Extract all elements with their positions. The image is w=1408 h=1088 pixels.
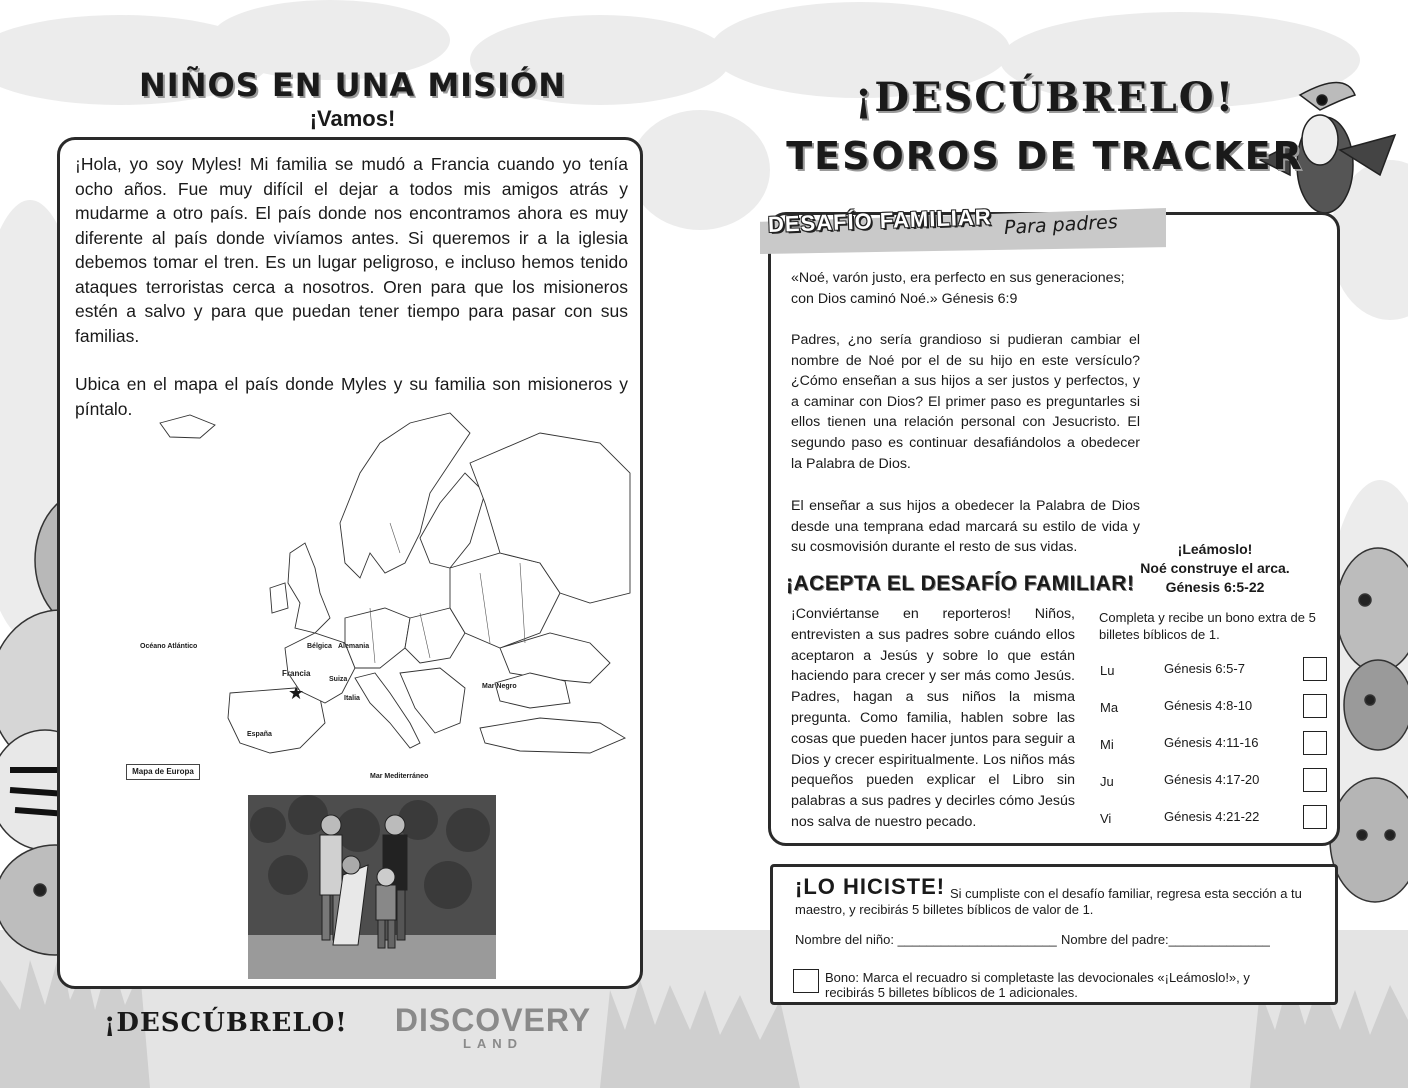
challenge-instructions: ¡Conviértanse en reporteros! Niños, entrevisten a sus padres sobre cuándo ellos aceptaron a Jesús y sobre lo que están haciendo para crecer y ser más como Jesús. Padres, hagan a sus niños la misma pregunta. Como familia, hablen sobre las cosas que pueden hacer juntos para seguir a Dios y crecer espiritualmente. Los niños más pequeños pueden explicar el Libro sin palabras a sus padres y decirles cómo Jesús nos salva de nuestro pecado.	[791, 606, 1075, 830]
reading-checkbox[interactable]	[1303, 731, 1327, 755]
reading-day: Mi	[1100, 737, 1114, 752]
teaching-paragraph: El enseñar a sus hijos a obedecer la Palabra de Dios desde una temprana edad marcará su estilo de vida y su cosmovisión durante el resto de sus vidas.	[791, 498, 1140, 556]
map-label-italy: Italia	[344, 695, 360, 702]
reading-ref: Génesis 4:21-22	[1164, 809, 1260, 824]
mission-story	[75, 152, 628, 445]
complete-bonus-text: Completa y recibe un bono extra de 5 billetes bíblicos de 1.	[1099, 610, 1316, 642]
left-page-subtitle: ¡Vamos!	[309, 106, 396, 131]
map-label-belgium: Bélgica	[307, 643, 332, 650]
tracker-title: TESOROS DE TRACKER	[786, 134, 1304, 178]
descubrelo-title: ¡DESCÚBRELO!	[854, 74, 1236, 121]
map-instructions: Ubica en el mapa el país donde Myles y su familia son misioneros y píntalo.	[75, 374, 628, 419]
read-subtitle: Noé construye el arca.	[1140, 560, 1290, 576]
read-passage: Génesis 6:5-22	[1165, 579, 1265, 595]
discovery-land-sub: LAND	[462, 1036, 524, 1051]
star-icon: ★	[288, 683, 305, 703]
reading-row	[1099, 694, 1329, 720]
bonus-text-2: recibirás 5 billetes bíblicos de 1 adicionales.	[825, 985, 1078, 1000]
challenge-tab-title: DESAFÍO FAMILIAR	[767, 204, 993, 237]
europe-map	[120, 403, 632, 785]
map-label-switzerland: Suiza	[329, 676, 348, 683]
parents-paragraph: Padres, ¿no sería grandioso si pudieran cambiar el nombre de Noé por el de su hijo en este versículo? ¿Cómo enseñan a sus hijos a ser justos y perfectos, y a caminar con Dios? El primer paso es preguntarles si ellos tienen una relación personal con Jesucristo. El segundo paso es continuar desafiándolos a obedecer la Palabra de Dios.	[791, 332, 1140, 472]
challenge-tab-subtitle: Para padres	[1003, 211, 1119, 239]
discovery-land-logo: DISCOVERY	[394, 1002, 592, 1038]
read-title: ¡Leámoslo!	[1177, 541, 1253, 557]
reading-checkbox[interactable]	[1303, 694, 1327, 718]
descubrelo-logo-bottom: ¡DESCÚBRELO!	[104, 1008, 348, 1038]
completion-text-2: maestro, y recibirás 5 billetes bíblicos de valor de 1.	[795, 902, 1094, 917]
map-label-black-sea: Mar Negro	[482, 683, 517, 690]
map-label-spain: España	[247, 731, 272, 738]
reading-day: Ma	[1100, 700, 1119, 715]
reading-checkbox[interactable]	[1303, 768, 1327, 792]
reading-day: Ju	[1100, 774, 1114, 789]
reading-checkbox[interactable]	[1303, 657, 1327, 681]
reading-row	[1099, 768, 1329, 794]
reading-day: Lu	[1100, 663, 1115, 678]
parent-name-field[interactable]: Nombre del padre:______________	[1061, 932, 1270, 947]
family-photo	[248, 795, 496, 979]
reading-checkbox[interactable]	[1303, 805, 1327, 829]
completion-title: ¡LO HICISTE!	[795, 874, 946, 899]
read-reference	[1100, 540, 1330, 597]
map-label-germany: Alemania	[338, 643, 370, 650]
bonus-checkbox[interactable]	[793, 969, 819, 993]
completion-text-1: Si cumpliste con el desafío familiar, regresa esta sección a tu	[950, 886, 1302, 901]
bible-verse: «Noé, varón justo, era perfecto en sus generaciones; con Dios caminó Noé.» Génesis 6:9	[791, 270, 1125, 307]
accept-challenge-title: ¡ACEPTA EL DESAFÍO FAMILIAR!	[786, 572, 1135, 595]
map-title: Mapa de Europa	[126, 764, 200, 780]
reading-ref: Génesis 6:5-7	[1164, 661, 1245, 676]
child-name-field[interactable]: Nombre del niño: ______________________	[795, 932, 1057, 947]
reading-row	[1099, 805, 1329, 831]
map-label-mediterranean: Mar Mediterráneo	[370, 773, 429, 780]
reading-row	[1099, 731, 1329, 757]
reading-day: Vi	[1100, 811, 1112, 826]
mission-paragraph: ¡Hola, yo soy Myles! Mi familia se mudó a Francia cuando yo tenía ocho años. Fue muy difícil el dejar a todos mis amigos atrás y mudarme a otro país. El país donde nos encontramos ahora es muy diferente al país donde vivíamos antes. Si queremos ir a la iglesia debemos tomar el tren. Es un lugar peligroso, e incluso hemos tenido ataques terroristas cerca a nosotros. Oren para que los misioneros estén a salvo y para que puedan tener tiempo para pasar con sus familias.	[75, 154, 628, 346]
map-label-atlantic: Océano Atlántico	[140, 643, 198, 650]
reading-ref: Génesis 4:11-16	[1164, 735, 1259, 750]
bonus-text-1: Bono: Marca el recuadro si completaste las devocionales «¡Leámoslo!», y	[825, 970, 1250, 985]
europe-map-outline	[120, 403, 632, 785]
map-label-france: Francia	[282, 669, 311, 678]
reading-ref: Génesis 4:8-10	[1164, 698, 1253, 713]
reading-ref: Génesis 4:17-20	[1164, 772, 1260, 787]
left-page-title: NIÑOS EN UNA MISIÓN	[139, 66, 566, 104]
reading-row	[1099, 657, 1329, 683]
